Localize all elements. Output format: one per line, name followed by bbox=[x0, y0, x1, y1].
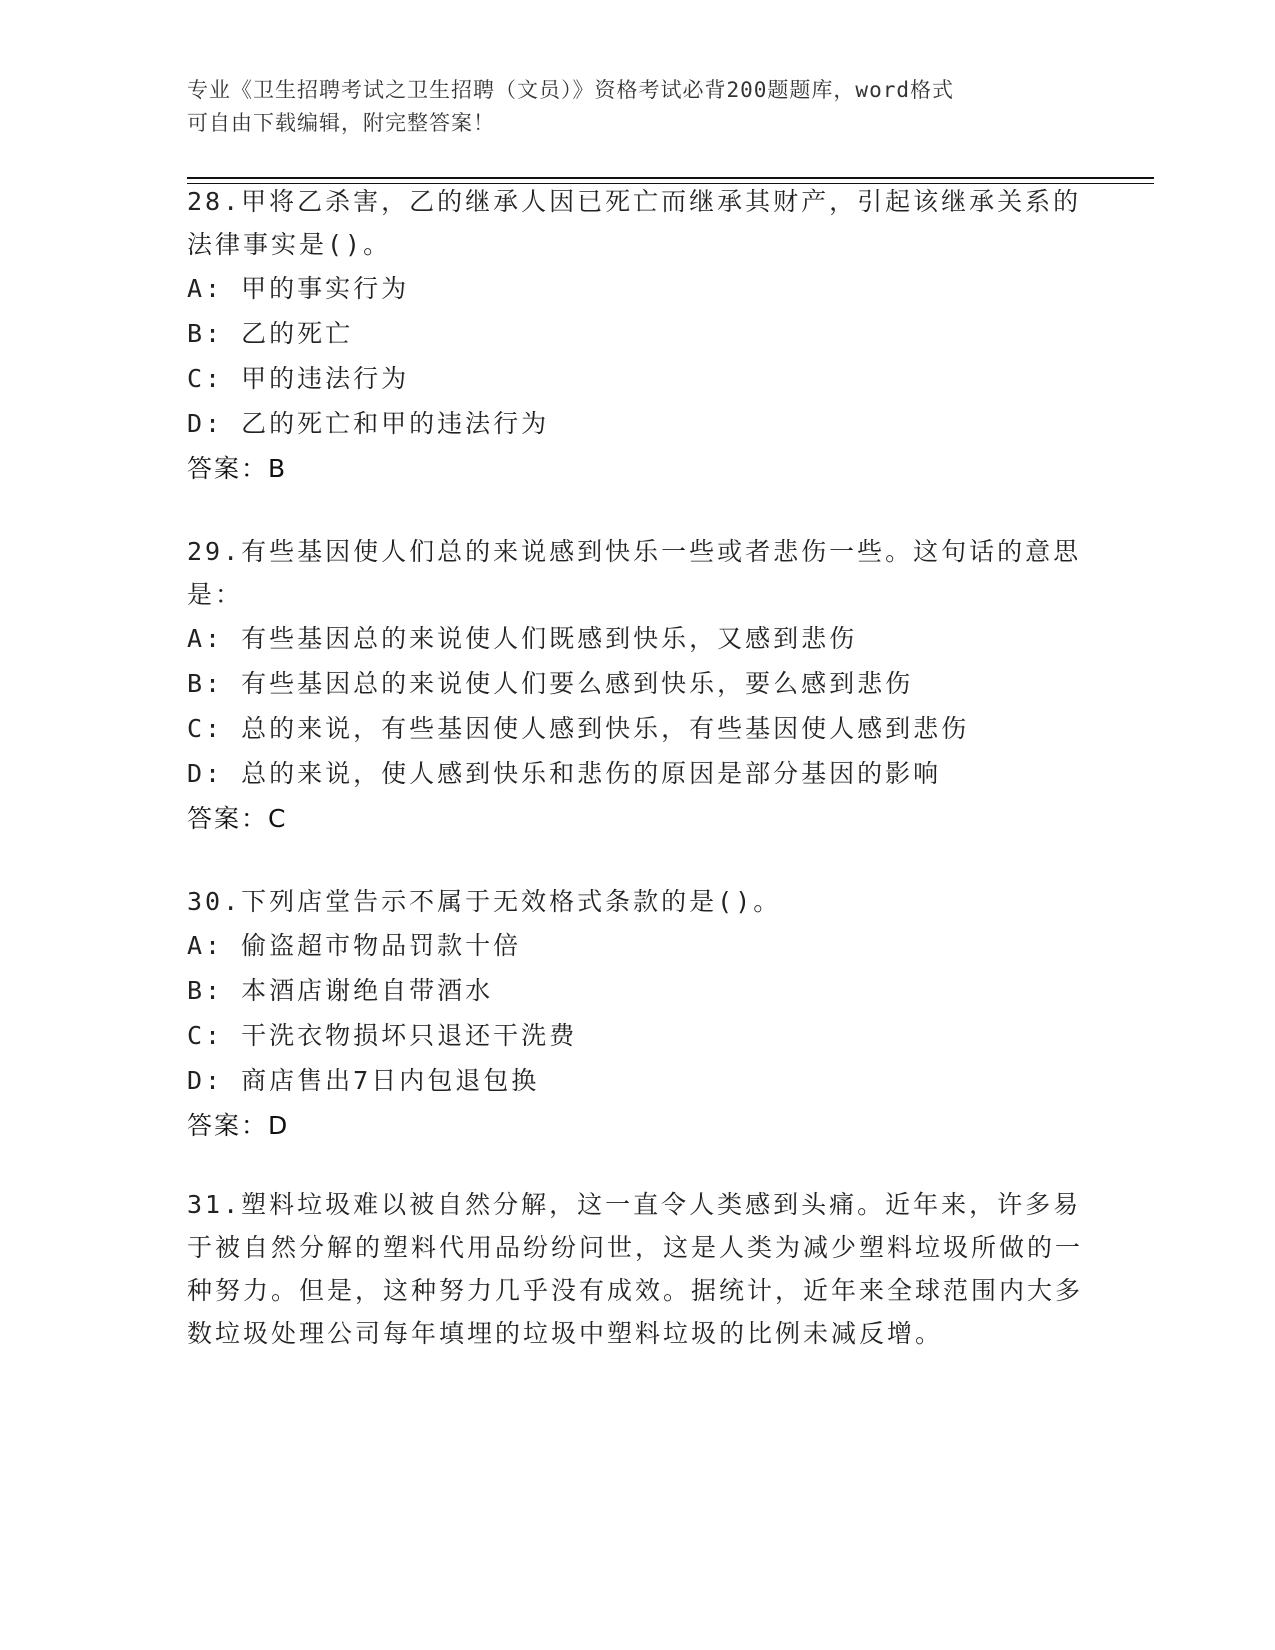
option-letter: A: bbox=[187, 274, 224, 303]
option-c bbox=[187, 1013, 1087, 1058]
option-text: 总的来说，有些基因使人感到快乐，有些基因使人感到悲伤 bbox=[241, 714, 970, 743]
option-text: 乙的死亡 bbox=[241, 319, 354, 348]
option-d bbox=[187, 401, 1087, 446]
header-line-1: 专业《卫生招聘考试之卫生招聘（文员）》资格考试必背200题题库，word格式 bbox=[187, 78, 954, 102]
option-letter: B: bbox=[187, 976, 224, 1005]
option-a bbox=[187, 616, 1087, 661]
option-letter: C: bbox=[187, 1021, 224, 1050]
question-29 bbox=[187, 530, 1087, 841]
option-text: 总的来说，使人感到快乐和悲伤的原因是部分基因的影响 bbox=[241, 759, 942, 788]
option-letter: A: bbox=[187, 624, 224, 653]
question-stem: 29.有些基因使人们总的来说感到快乐一些或者悲伤一些。这句话的意思是： bbox=[187, 537, 1082, 609]
option-d bbox=[187, 751, 1087, 796]
question-stem: 30.下列店堂告示不属于无效格式条款的是()。 bbox=[187, 887, 782, 916]
document-header bbox=[187, 74, 1087, 140]
header-divider-thick bbox=[187, 177, 1154, 179]
option-text: 干洗衣物损坏只退还干洗费 bbox=[241, 1021, 578, 1050]
option-text: 偷盗超市物品罚款十倍 bbox=[241, 931, 522, 960]
option-letter: B: bbox=[187, 319, 224, 348]
answer-line: 答案：D bbox=[187, 1111, 290, 1140]
option-text: 甲的违法行为 bbox=[241, 364, 410, 393]
answer-line: 答案：B bbox=[187, 454, 288, 483]
option-text: 本酒店谢绝自带酒水 bbox=[241, 976, 494, 1005]
option-text: 甲的事实行为 bbox=[241, 274, 410, 303]
header-line-2: 可自由下载编辑，附完整答案！ bbox=[187, 111, 495, 135]
option-a bbox=[187, 923, 1087, 968]
question-stem: 28.甲将乙杀害，乙的继承人因已死亡而继承其财产，引起该继承关系的法律事实是()。 bbox=[187, 187, 1082, 259]
option-d bbox=[187, 1058, 1087, 1103]
option-letter: D: bbox=[187, 409, 224, 438]
question-31 bbox=[187, 1183, 1087, 1355]
option-letter: C: bbox=[187, 714, 224, 743]
option-c bbox=[187, 356, 1087, 401]
option-text: 乙的死亡和甲的违法行为 bbox=[241, 409, 550, 438]
question-28 bbox=[187, 180, 1087, 491]
option-text: 有些基因总的来说使人们要么感到快乐，要么感到悲伤 bbox=[241, 669, 914, 698]
option-b bbox=[187, 661, 1087, 706]
option-letter: A: bbox=[187, 931, 224, 960]
question-stem: 31.塑料垃圾难以被自然分解，这一直令人类感到头痛。近年来，许多易于被自然分解的塑料代用品纷纷问世，这是人类为减少塑料垃圾所做的一种努力。但是，这种努力几乎没有成效。据统计，近年来全球范围内大多数垃圾处理公司每年填埋的垃圾中塑料垃圾的比例未减反增。 bbox=[187, 1190, 1084, 1348]
answer-line: 答案：C bbox=[187, 804, 288, 833]
option-b bbox=[187, 311, 1087, 356]
option-b bbox=[187, 968, 1087, 1013]
option-c bbox=[187, 706, 1087, 751]
option-letter: D: bbox=[187, 1066, 224, 1095]
question-30 bbox=[187, 880, 1087, 1148]
option-letter: D: bbox=[187, 759, 224, 788]
option-a bbox=[187, 266, 1087, 311]
option-text: 商店售出7日内包退包换 bbox=[241, 1066, 540, 1095]
option-letter: B: bbox=[187, 669, 224, 698]
option-letter: C: bbox=[187, 364, 224, 393]
option-text: 有些基因总的来说使人们既感到快乐，又感到悲伤 bbox=[241, 624, 858, 653]
